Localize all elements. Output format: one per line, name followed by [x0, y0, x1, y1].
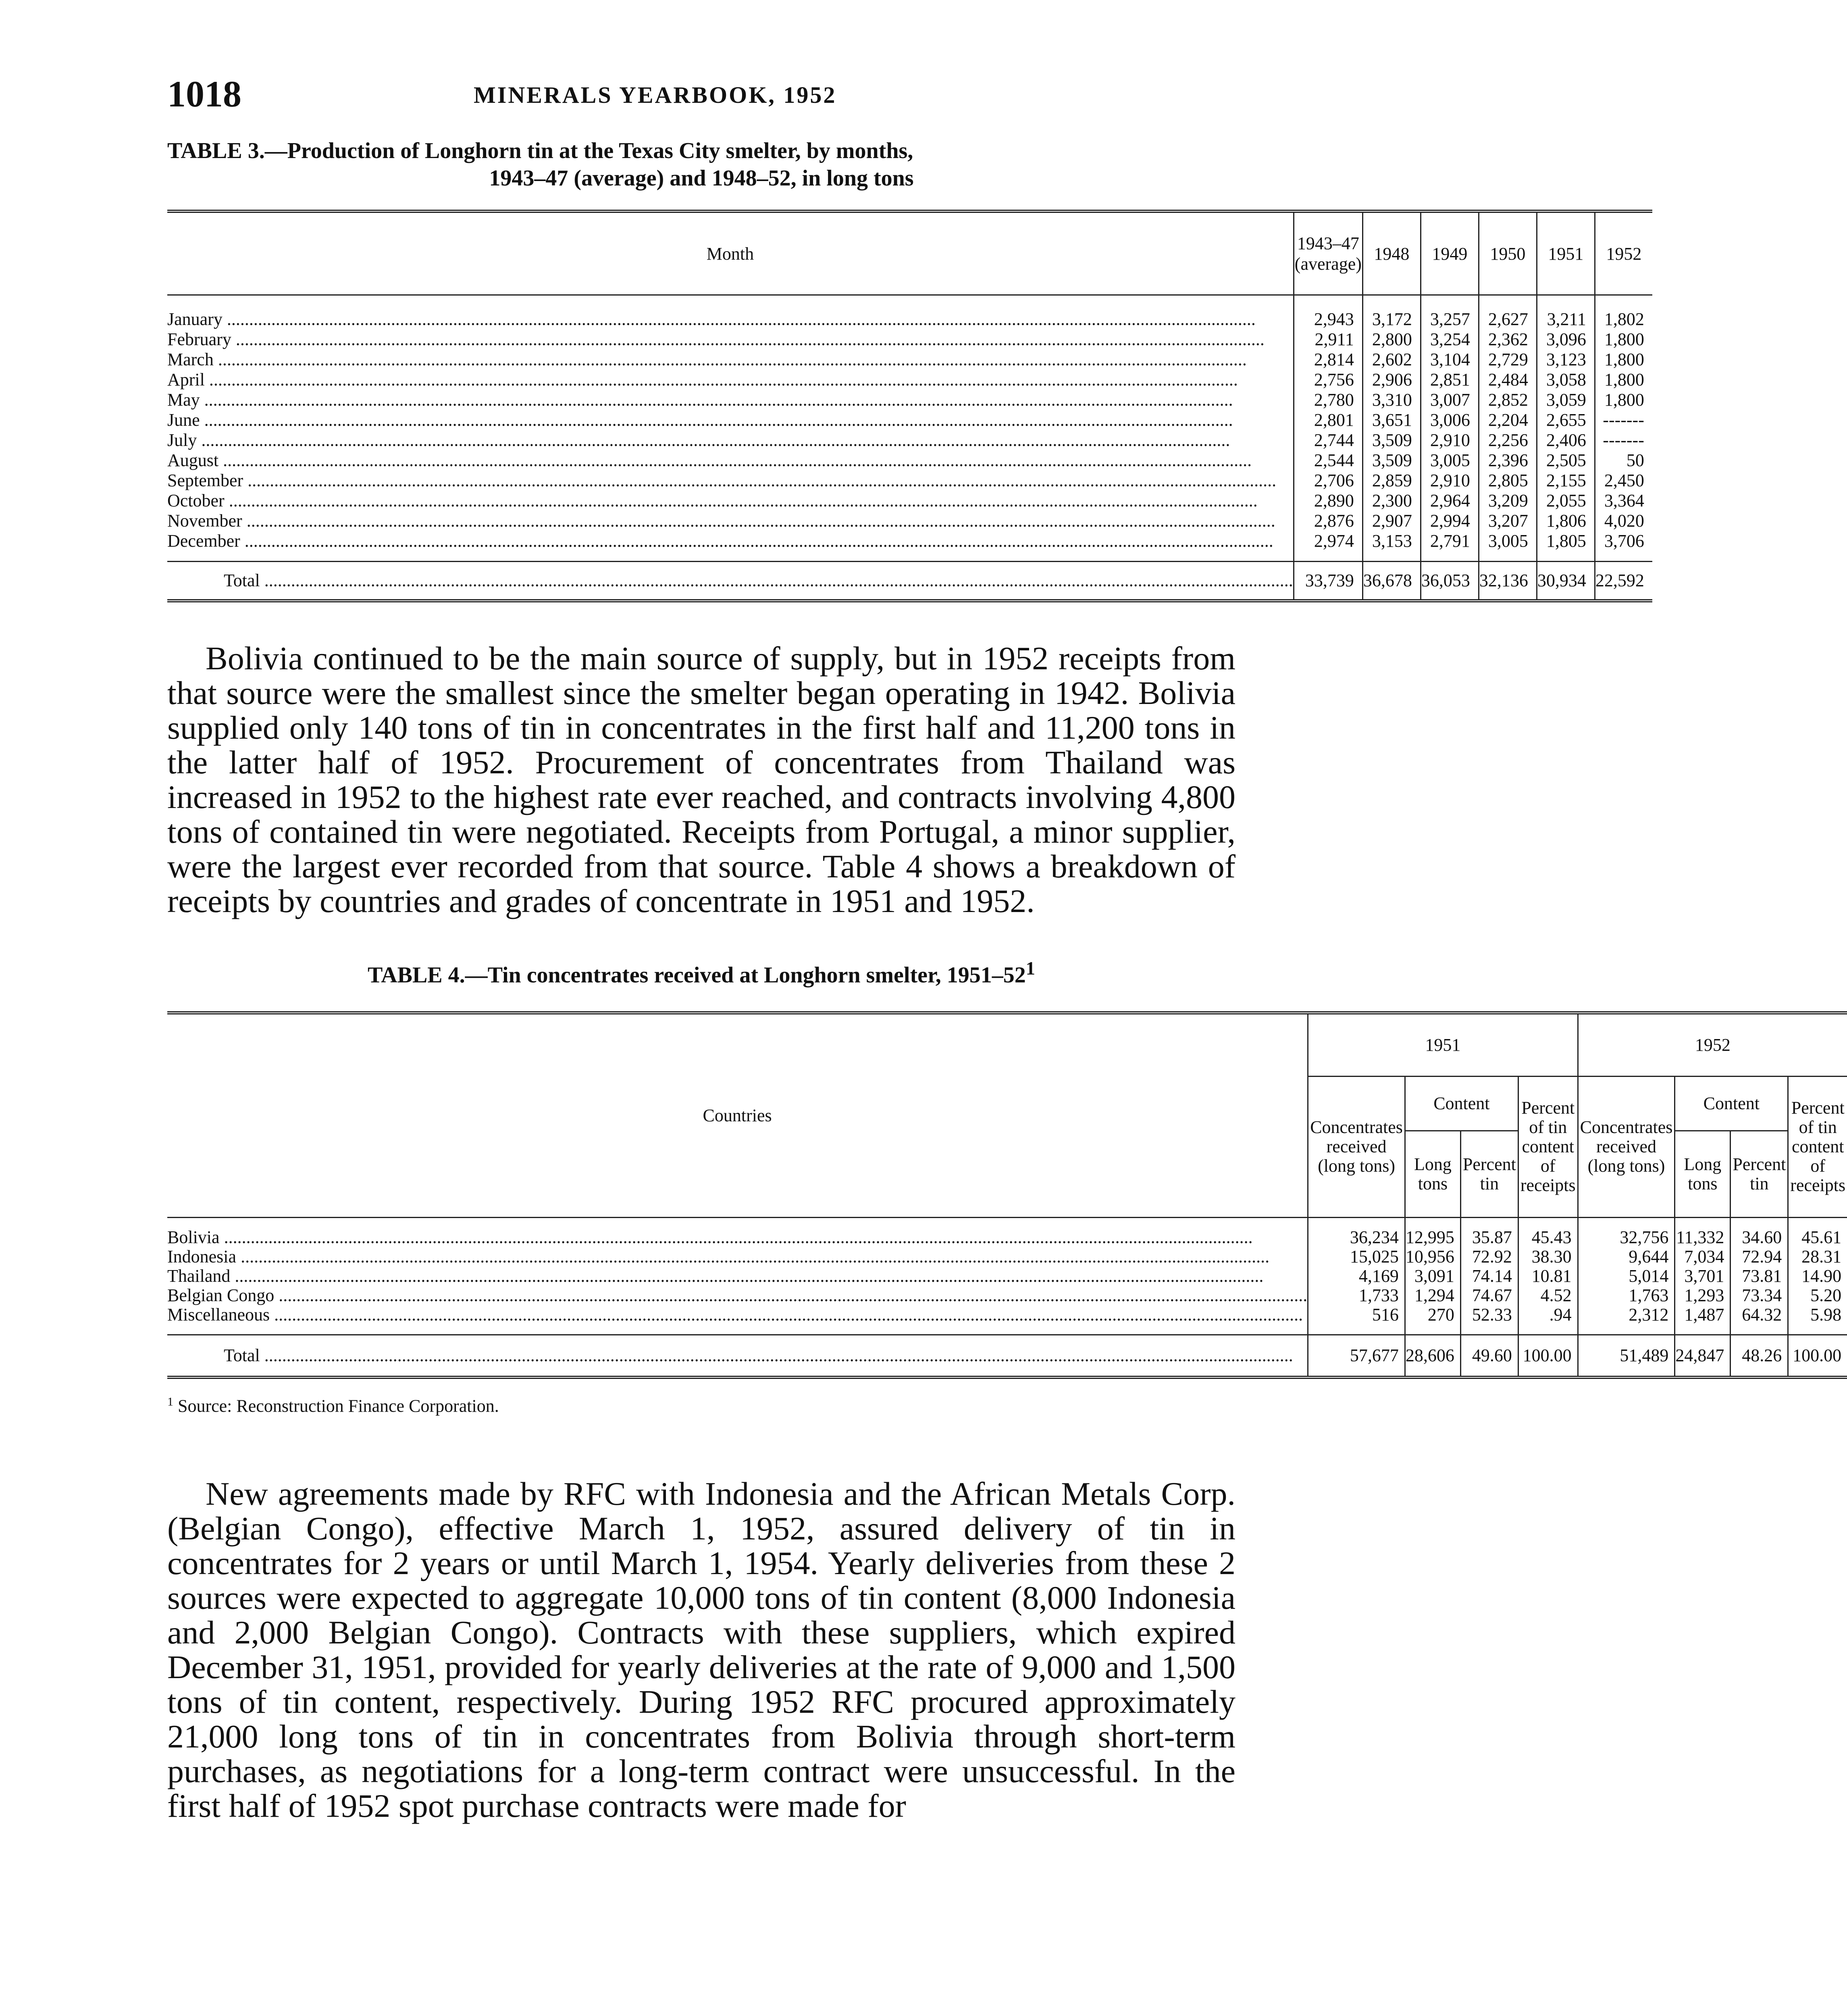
table3-header-1949: 1949	[1421, 211, 1479, 295]
table-cell: 3,172	[1362, 295, 1421, 330]
table4-header-countries: Countries	[167, 1013, 1308, 1218]
table-cell: -------	[1595, 410, 1652, 430]
country-label: Belgian Congo .....	[167, 1285, 1307, 1305]
table4-footnote	[167, 1395, 1235, 1416]
footnote-text: Source: Reconstruction Finance Corporation.	[178, 1396, 499, 1416]
table-cell: 2,800	[1362, 329, 1421, 350]
table-cell: 2,801	[1294, 410, 1362, 430]
table-cell: 32,136	[1479, 562, 1537, 601]
table-cell: 3,058	[1537, 370, 1595, 390]
table-cell: 2,814	[1294, 350, 1362, 370]
table3-header-1948: 1948	[1362, 211, 1421, 295]
table-cell: 2,744	[1294, 430, 1362, 450]
table4-header-percent-tin-1952: Percent tin	[1731, 1131, 1788, 1217]
table-cell: 5.98	[1788, 1305, 1847, 1335]
month-label: March .....	[167, 350, 1247, 369]
table4-header-row-1	[167, 1013, 1847, 1077]
table3-header-month: Month	[167, 211, 1294, 295]
table-cell: 1,800	[1595, 370, 1652, 390]
table4-header-long-tons-1951: Long tons	[1405, 1131, 1460, 1217]
table-cell: 1,294	[1405, 1286, 1460, 1305]
month-label: November .....	[167, 511, 1275, 531]
table-cell: 2,890	[1294, 491, 1362, 511]
table4-header-content-1951: Content	[1405, 1076, 1518, 1131]
table-cell: 2,876	[1294, 511, 1362, 531]
table-cell: 74.67	[1460, 1286, 1518, 1305]
table-row	[167, 1266, 1847, 1286]
table-cell: 9,644	[1578, 1247, 1675, 1266]
table-cell: 3,153	[1362, 531, 1421, 562]
table-cell: 3,005	[1479, 531, 1537, 562]
table-cell: 33,739	[1294, 562, 1362, 601]
table-row	[167, 370, 1652, 390]
table-cell: 48.26	[1731, 1335, 1788, 1377]
table-cell: 1,802	[1595, 295, 1652, 330]
table-cell: 3,006	[1421, 410, 1479, 430]
table-cell: 3,651	[1362, 410, 1421, 430]
table-row	[167, 1286, 1847, 1305]
table-cell: 49.60	[1460, 1335, 1518, 1377]
table4-header-content-1952: Content	[1675, 1076, 1788, 1131]
table-cell: 100.00	[1788, 1335, 1847, 1377]
table-cell: 3,096	[1537, 329, 1595, 350]
table4-header-pct-receipts-1952: Percent of tin content of receipts	[1788, 1076, 1847, 1217]
table-cell: 4,020	[1595, 511, 1652, 531]
table-cell: 516	[1308, 1305, 1405, 1335]
table-cell: 2,906	[1362, 370, 1421, 390]
page-number: 1018	[167, 73, 241, 115]
table4-header-long-tons-1952: Long tons	[1675, 1131, 1731, 1217]
table3-caption-line2: 1943–47 (average) and 1948–52, in long tons	[489, 166, 914, 191]
page	[167, 73, 1846, 1824]
table3-header-1951: 1951	[1537, 211, 1595, 295]
table-cell: 3,207	[1479, 511, 1537, 531]
table-cell: 2,602	[1362, 350, 1421, 370]
table4-header-1951: 1951	[1308, 1013, 1578, 1077]
table-cell: -------	[1595, 430, 1652, 450]
table-cell: 1,733	[1308, 1286, 1405, 1305]
table4-header-pct-receipts-1951: Percent of tin content of receipts	[1518, 1076, 1578, 1217]
table-cell: 45.61	[1788, 1217, 1847, 1247]
table-cell: 5,014	[1578, 1266, 1675, 1286]
total-label: Total .....	[224, 1345, 1293, 1365]
table-cell: 30,934	[1537, 562, 1595, 601]
table-cell: 2,396	[1479, 450, 1537, 471]
running-title: MINERALS YEARBOOK, 1952	[474, 82, 837, 108]
table-cell: 10.81	[1518, 1266, 1578, 1286]
month-label: September .....	[167, 471, 1276, 490]
table-row	[167, 295, 1652, 330]
table-row	[167, 531, 1652, 562]
table3-body	[167, 295, 1652, 601]
table-cell: 36,053	[1421, 562, 1479, 601]
table3-header-1952: 1952	[1595, 211, 1652, 295]
table-cell: 1,763	[1578, 1286, 1675, 1305]
table-cell: 2,312	[1578, 1305, 1675, 1335]
month-label: May .....	[167, 390, 1233, 410]
table4	[167, 1011, 1847, 1379]
table-cell: 2,655	[1537, 410, 1595, 430]
table-cell: 28,606	[1405, 1335, 1460, 1377]
table-cell: 2,729	[1479, 350, 1537, 370]
running-head	[167, 73, 1235, 121]
table-row	[167, 1217, 1847, 1247]
country-label: Bolivia .....	[167, 1227, 1253, 1247]
table-cell: 14.90	[1788, 1266, 1847, 1286]
table-row	[167, 350, 1652, 370]
body-paragraph-1: Bolivia continued to be the main source of supply, but in 1952 receipts from that source were the smallest since the smelter began operating in 1942. Bolivia supplied only 140 tons of tin in concentrates in the first half and 11,200 tons in the latter half of 1952. Procurement of concentrates from Thailand was increased in 1952 to the highest rate ever reached, and contracts involving 4,800 tons of contained tin were negotiated. Receipts from Portugal, a minor supplier, were the largest ever recorded from that source. Table 4 shows a breakdown of receipts by countries and grades of concentrate in 1951 and 1952.	[167, 640, 1235, 919]
table-row	[167, 1247, 1847, 1266]
table-cell: 7,034	[1675, 1247, 1731, 1266]
table4-body	[167, 1217, 1847, 1377]
table-cell: 35.87	[1460, 1217, 1518, 1247]
table-cell: 72.92	[1460, 1247, 1518, 1266]
table4-header-conc-1951: Concentrates received (long tons)	[1308, 1076, 1405, 1217]
table-cell: 270	[1405, 1305, 1460, 1335]
table-cell: 32,756	[1578, 1217, 1675, 1247]
table-cell: 3,007	[1421, 390, 1479, 410]
table-cell: 24,847	[1675, 1335, 1731, 1377]
table-cell: 3,257	[1421, 295, 1479, 330]
table-cell: 2,964	[1421, 491, 1479, 511]
table-cell: 50	[1595, 450, 1652, 471]
table3	[167, 210, 1652, 602]
table-cell: 2,907	[1362, 511, 1421, 531]
table4-header-conc-1952: Concentrates received (long tons)	[1578, 1076, 1675, 1217]
table-cell: 5.20	[1788, 1286, 1847, 1305]
country-label: Indonesia .....	[167, 1247, 1269, 1266]
table-cell: 64.32	[1731, 1305, 1788, 1335]
table-cell: 2,805	[1479, 471, 1537, 491]
table-cell: 2,055	[1537, 491, 1595, 511]
table3-header-avg: 1943–47 (average)	[1294, 211, 1362, 295]
table-cell: 1,806	[1537, 511, 1595, 531]
table-cell: 2,450	[1595, 471, 1652, 491]
table3-header-1950: 1950	[1479, 211, 1537, 295]
table-cell: 2,706	[1294, 471, 1362, 491]
table-cell: 57,677	[1308, 1335, 1405, 1377]
table-cell: 3,059	[1537, 390, 1595, 410]
table-cell: 2,300	[1362, 491, 1421, 511]
table-cell: 3,706	[1595, 531, 1652, 562]
table-cell: 1,805	[1537, 531, 1595, 562]
table-cell: 2,911	[1294, 329, 1362, 350]
table-cell: 2,484	[1479, 370, 1537, 390]
month-label: April .....	[167, 370, 1238, 389]
table-cell: 52.33	[1460, 1305, 1518, 1335]
table-cell: 28.31	[1788, 1247, 1847, 1266]
month-label: June .....	[167, 410, 1233, 430]
table-cell: .94	[1518, 1305, 1578, 1335]
table3-caption	[167, 137, 1235, 192]
table-cell: 2,943	[1294, 295, 1362, 330]
table-cell: 2,756	[1294, 370, 1362, 390]
table-cell: 11,332	[1675, 1217, 1731, 1247]
table-cell: 1,293	[1675, 1286, 1731, 1305]
table-cell: 2,406	[1537, 430, 1595, 450]
body-paragraph-2: New agreements made by RFC with Indonesia and the African Metals Corp. (Belgian Congo), effective March 1, 1952, assured delivery of tin in concentrates for 2 years or until March 1, 1954. Yearly deliveries from these 2 sources were expected to aggregate 10,000 tons of tin content (8,000 Indonesia and 2,000 Belgian Congo). Contracts with these suppliers, which expired December 31, 1951, provided for yearly deliveries at the rate of 9,000 and 1,500 tons of tin content, respectively. During 1952 RFC procured approximately 21,000 long tons of tin in concentrates from Bolivia through short-term purchases, as negotiations for a long-term contract were unsuccessful. In the first half of 1952 spot purchase contracts were made for	[167, 1475, 1235, 1824]
table-cell: 38.30	[1518, 1247, 1578, 1266]
table-cell: 4.52	[1518, 1286, 1578, 1305]
table-cell: 2,910	[1421, 471, 1479, 491]
table-cell: 1,800	[1595, 390, 1652, 410]
table-cell: 2,974	[1294, 531, 1362, 562]
table-cell: 10,956	[1405, 1247, 1460, 1266]
table-cell: 51,489	[1578, 1335, 1675, 1377]
table4-caption-footnote-mark: 1	[1025, 958, 1036, 979]
table4-caption	[167, 955, 1235, 989]
table-cell: 73.34	[1731, 1286, 1788, 1305]
table-row	[167, 390, 1652, 410]
table-cell: 2,256	[1479, 430, 1537, 450]
table3-total-row	[167, 562, 1652, 601]
month-label: January .....	[167, 309, 1256, 329]
table-row	[167, 329, 1652, 350]
footnote-mark: 1	[167, 1395, 173, 1408]
table-row	[167, 430, 1652, 450]
table-row	[167, 471, 1652, 491]
table3-header-row	[167, 211, 1652, 295]
month-label: December .....	[167, 531, 1273, 551]
table-cell: 3,209	[1479, 491, 1537, 511]
table-row	[167, 491, 1652, 511]
total-label: Total .....	[224, 571, 1293, 590]
table-cell: 2,544	[1294, 450, 1362, 471]
table-cell: 3,005	[1421, 450, 1479, 471]
table-cell: 3,509	[1362, 450, 1421, 471]
table-cell: 2,994	[1421, 511, 1479, 531]
table-cell: 36,234	[1308, 1217, 1405, 1247]
table4-total-row	[167, 1335, 1847, 1377]
table-cell: 2,362	[1479, 329, 1537, 350]
table-cell: 100.00	[1518, 1335, 1578, 1377]
table-cell: 1,800	[1595, 329, 1652, 350]
table-cell: 3,104	[1421, 350, 1479, 370]
table-cell: 1,487	[1675, 1305, 1731, 1335]
table-cell: 2,791	[1421, 531, 1479, 562]
table4-caption-text: TABLE 4.—Tin concentrates received at Longhorn smelter, 1951–52	[367, 962, 1026, 988]
table-cell: 2,627	[1479, 295, 1537, 330]
country-label: Miscellaneous .....	[167, 1305, 1303, 1325]
table-cell: 45.43	[1518, 1217, 1578, 1247]
table-cell: 2,851	[1421, 370, 1479, 390]
month-label: February .....	[167, 329, 1265, 349]
table-cell: 1,800	[1595, 350, 1652, 370]
table-row	[167, 410, 1652, 430]
table-cell: 3,091	[1405, 1266, 1460, 1286]
month-label: August .....	[167, 450, 1252, 470]
table-cell: 74.14	[1460, 1266, 1518, 1286]
table-row	[167, 511, 1652, 531]
month-label: October .....	[167, 491, 1258, 510]
month-label: July .....	[167, 430, 1230, 450]
table-cell: 3,211	[1537, 295, 1595, 330]
table-cell: 3,509	[1362, 430, 1421, 450]
table4-header-1952: 1952	[1578, 1013, 1847, 1077]
table-cell: 34.60	[1731, 1217, 1788, 1247]
table-cell: 2,204	[1479, 410, 1537, 430]
table-cell: 4,169	[1308, 1266, 1405, 1286]
table-cell: 3,364	[1595, 491, 1652, 511]
table-cell: 3,701	[1675, 1266, 1731, 1286]
table-cell: 3,310	[1362, 390, 1421, 410]
table-row	[167, 450, 1652, 471]
table-cell: 3,254	[1421, 329, 1479, 350]
table-cell: 12,995	[1405, 1217, 1460, 1247]
table-row	[167, 1305, 1847, 1335]
table-cell: 2,910	[1421, 430, 1479, 450]
table-cell: 2,859	[1362, 471, 1421, 491]
table-cell: 2,155	[1537, 471, 1595, 491]
table-cell: 36,678	[1362, 562, 1421, 601]
table-cell: 22,592	[1595, 562, 1652, 601]
country-label: Thailand .....	[167, 1266, 1263, 1286]
table-cell: 73.81	[1731, 1266, 1788, 1286]
table-cell: 2,780	[1294, 390, 1362, 410]
table-cell: 2,852	[1479, 390, 1537, 410]
table3-caption-line1: TABLE 3.—Production of Longhorn tin at the Texas City smelter, by months,	[167, 138, 913, 163]
table4-header-percent-tin-1951: Percent tin	[1460, 1131, 1518, 1217]
table-cell: 2,505	[1537, 450, 1595, 471]
table-cell: 72.94	[1731, 1247, 1788, 1266]
table-cell: 15,025	[1308, 1247, 1405, 1266]
table-cell: 3,123	[1537, 350, 1595, 370]
